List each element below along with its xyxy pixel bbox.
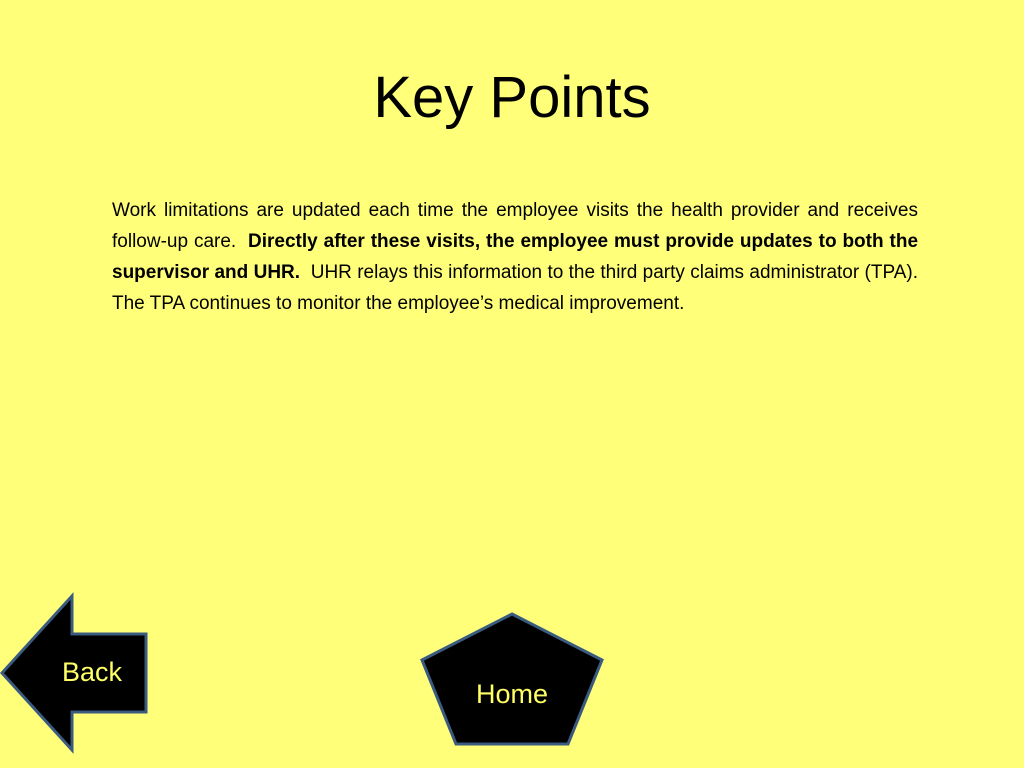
back-button[interactable] xyxy=(0,594,148,752)
slide-title: Key Points xyxy=(373,65,651,130)
home-button-label: Home xyxy=(475,679,549,709)
body-text-bold: Directly after these visits, the employee must provide updates to both the supervisor and UHR. xyxy=(112,231,919,283)
back-arrow-icon xyxy=(0,594,148,752)
home-pentagon-icon xyxy=(420,612,604,746)
body-text-part-1: Work limitations are updated each time the employee visits the health provider and receives follow-up care. xyxy=(112,200,918,252)
back-button-label: Back xyxy=(61,657,123,687)
key-points-paragraph xyxy=(112,195,918,319)
home-button[interactable] xyxy=(420,612,604,746)
body-text-part-3: UHR relays this information to the third party claims administrator (TPA). The TPA continues to monitor the employee’s medical improvement. xyxy=(112,262,919,314)
